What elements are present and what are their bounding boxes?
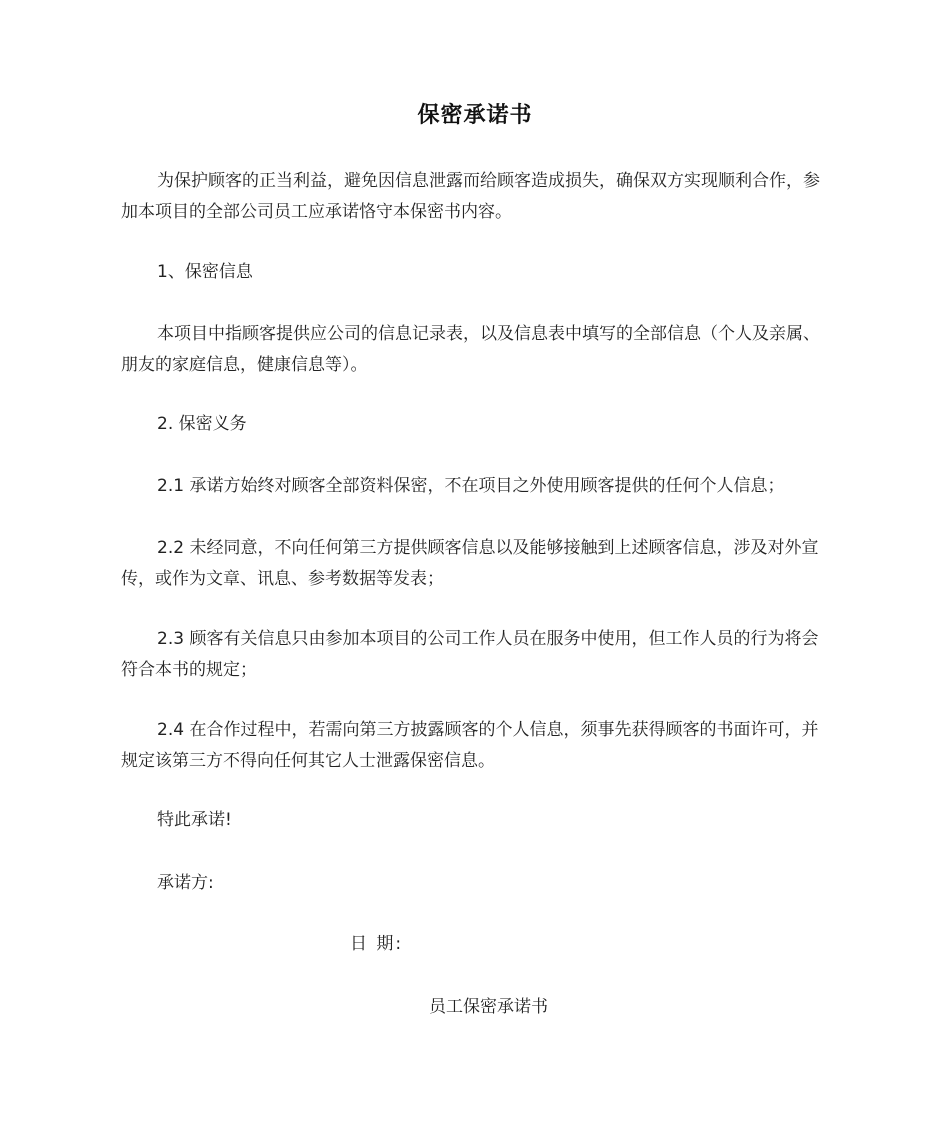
clause-2-4: 2.4 在合作过程中，若需向第三方披露顾客的个人信息，须事先获得顾客的书面许可，并规定该第三方不得向任何其它人士泄露保密信息。 [121,720,819,771]
party-label: 承诺方: [157,873,214,893]
document-title: 保密承诺书 [417,103,533,128]
section-1-heading: 1、保密信息 [157,262,253,282]
clause-2-3: 2.3 顾客有关信息只由参加本项目的公司工作人员在服务中使用，但工作人员的行为将会符合本书的规定； [121,629,819,680]
date-label: 日 期: [350,934,404,954]
footer-title: 员工保密承诺书 [429,997,548,1017]
clause-2-1: 2.1 承诺方始终对顾客全部资料保密，不在项目之外使用顾客提供的任何个人信息； [157,476,785,496]
section-1-body: 本项目中指顾客提供应公司的信息记录表，以及信息表中填写的全部信息（个人及亲属、朋友的家庭信息，健康信息等）。 [121,324,820,375]
intro-paragraph: 为保护顾客的正当利益，避免因信息泄露而给顾客造成损失，确保双方实现顺利合作，参加本项目的全部公司员工应承诺恪守本保密书内容。 [121,171,820,222]
promise-statement: 特此承诺! [157,810,232,830]
clause-2-2: 2.2 未经同意，不向任何第三方提供顾客信息以及能够接触到上述顾客信息，涉及对外宣传，或作为文章、讯息、参考数据等发表； [121,538,819,589]
section-2-heading: 2. 保密义务 [157,414,247,434]
